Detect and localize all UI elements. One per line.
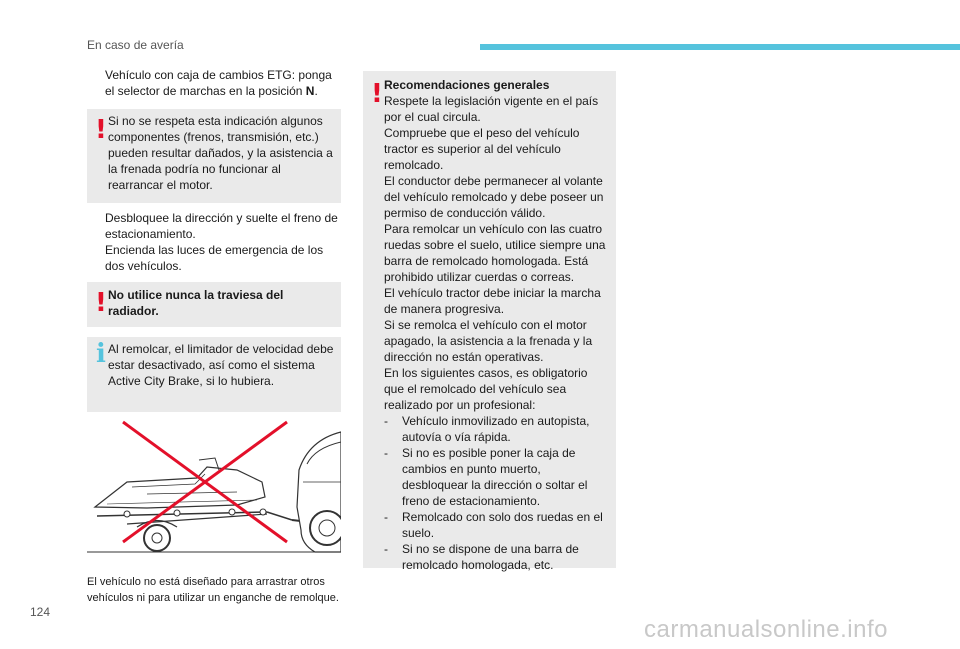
warning-icon: ! [95, 115, 107, 145]
recommendations-box [363, 71, 616, 572]
towing-prohibited-illustration [87, 412, 341, 555]
bullet-hazard [87, 242, 342, 274]
rec-paragraph: Si se remolca el vehículo con el motor apagado, la asistencia a la frenada y la dirección no están operativas. [384, 318, 593, 364]
list-item: - Remolcado con solo dos ruedas en el suelo. [384, 510, 603, 540]
list-item: - Vehículo inmovilizado en autopista, autovía o vía rápida. [384, 414, 590, 444]
rec-case-text: Si no es posible poner la caja de cambios en punto muerto, desbloquear la dirección o soltar el freno de estacionamiento. [402, 446, 588, 508]
bullet-etg-text: Vehículo con caja de cambios ETG: ponga el selector de marchas en la posición [105, 68, 332, 98]
section-title: En caso de avería [87, 38, 184, 52]
warning-box-radiator [87, 282, 341, 327]
recommendations-title: Recomendaciones generales [384, 78, 550, 92]
rec-case-text: Remolcado con solo dos ruedas en el suelo. [402, 510, 603, 540]
bullet-unlock [87, 210, 342, 242]
bullet-etg-end: . [314, 84, 318, 98]
rec-paragraph: El conductor debe permanecer al volante del vehículo remolcado y debe poseer un permiso de conducción válido. [384, 174, 604, 220]
watermark: carmanualsonline.info [644, 616, 888, 643]
gear-position: N [305, 84, 315, 98]
info-limiter-text: Al remolcar, el limitador de velocidad debe estar desactivado, así como el sistema Active City Brake, si lo hubiera. [108, 342, 334, 388]
warning-etg-text: Si no se respeta esta indicación algunos componentes (frenos, transmisión, etc.) pueden resultar dañados, y la asistencia a la frenada podría no funcionar al rearrancar el motor. [108, 114, 333, 192]
rec-paragraph: Respete la legislación vigente en el país por el cual circula. [384, 94, 599, 124]
page-number: 124 [30, 605, 51, 619]
rec-cases-list [384, 413, 610, 573]
warning-icon: ! [95, 288, 107, 318]
warning-icon: ! [371, 79, 383, 109]
rec-paragraph: Compruebe que el peso del vehículo tractor es superior al del vehículo remolcado. [384, 126, 580, 172]
rec-paragraph: En los siguientes casos, es obligatorio que el remolcado del vehículo sea realizado por un profesional: [384, 366, 588, 412]
list-item: - Si no se dispone de una barra de remolcado homologada, etc. [384, 542, 579, 572]
list-item: - Si no es posible poner la caja de cambios en punto muerto, desbloquear la dirección o soltar el freno de estacionamiento. [384, 446, 588, 508]
warning-box-etg [87, 109, 341, 203]
rec-paragraph: El vehículo tractor debe iniciar la marcha de manera progresiva. [384, 286, 601, 316]
rec-case-text: Si no se dispone de una barra de remolcado homologada, etc. [402, 542, 579, 572]
header-accent-bar [480, 44, 960, 50]
warning-radiator-text: No utilice nunca la traviesa del radiador. [108, 288, 284, 318]
info-icon: i [96, 339, 106, 369]
rec-case-text: Vehículo inmovilizado en autopista, autovía o vía rápida. [402, 414, 590, 444]
info-box-limiter [87, 337, 341, 412]
bullet-etg [87, 67, 342, 99]
bullet-unlock-text: Desbloquee la dirección y suelte el freno de estacionamiento. [105, 211, 338, 241]
illustration-caption: El vehículo no está diseñado para arrastrar otros vehículos ni para utilizar un enganche de remolque. [87, 576, 339, 604]
recommendations-content [384, 77, 610, 573]
bullet-hazard-text: Encienda las luces de emergencia de los dos vehículos. [105, 243, 324, 273]
rec-paragraph: Para remolcar un vehículo con las cuatro ruedas sobre el suelo, utilice siempre una barra de remolcado homologada. Está prohibido utilizar cuerdas o correas. [384, 222, 606, 284]
